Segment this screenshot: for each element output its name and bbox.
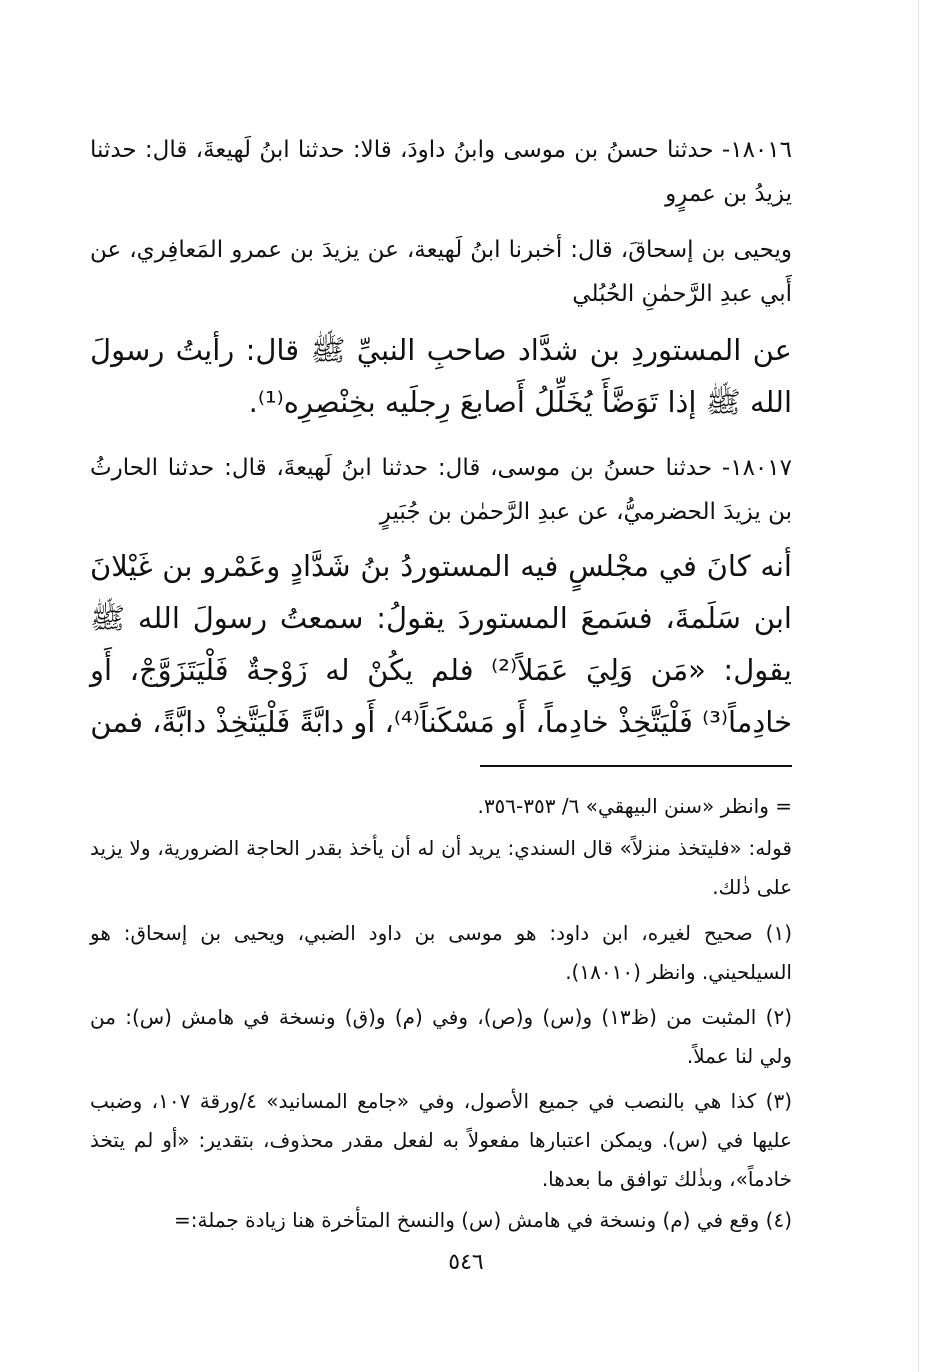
- hadith-18017-isnad: ١٨٠١٧- حدثنا حسنُ بن موسى، قال: حدثنا ابنُ لَهيعةَ، قال: حدثنا الحارثُ بن يزيدَ الحضرميُّ، عن عبدِ الرَّحمٰن بن جُبَيرٍ: [90, 455, 792, 525]
- hadith-18016-isnad-2: ويحيى بن إسحاقَ، قال: أخبرنا ابنُ لَهيعة، عن يزيدَ بن عمرو المَعافِري، عن أَبي عبدِ الرَّحمٰنِ الحُبُلي: [90, 237, 792, 307]
- footnote-3: (٣) كذا هي بالنصب في جميع الأصول، وفي «جامع المسانيد» ٤/ورقة ١٠٧، وضبب عليها في (س). ويمكن اعتبارها مفعولاً به لفعل مقدر محذوف، بتقدير: «أو لم يتخذ خادماً»، وبذٰلك توافق ما بعدها.: [90, 1089, 792, 1191]
- footnote-4: (٤) وقع في (م) ونسخة في هامش (س) والنسخ المتأخرة هنا زيادة جملة:=: [174, 1208, 792, 1232]
- footnote-continuation-1: = وانظر «سنن البيهقي» ٦/ ٣٥٣-٣٥٦.: [477, 794, 792, 818]
- page-edge-line: [918, 0, 919, 1372]
- footnote-1: (١) صحيح لغيره، ابن داود: هو موسى بن داود الضبي، ويحيى بن إسحاق: هو السيلحيني. وانظر (١٨٠١٠).: [90, 921, 792, 984]
- page-number: ٥٤٦: [448, 1250, 484, 1275]
- hadith-18016-isnad-1: ١٨٠١٦- حدثنا حسنُ بن موسى وابنُ داودَ، قالا: حدثنا ابنُ لَهيعةَ، قال: حدثنا يزيدُ بن عمرٍو: [90, 137, 792, 207]
- hadith-18016-matn: عن المستوردِ بن شدَّاد صاحبِ النبيِّ ﷺ قال: رأيتُ رسولَ الله ﷺ إذا تَوَضَّأَ يُخَلِّلُ أَصابعَ رِجلَيه بخِنْصِرِه⁽¹⁾.: [90, 333, 792, 419]
- hadith-18017-matn: أنه كانَ في مجْلسٍ فيه المستوردُ بنُ شَدَّادٍ وعَمْرو بن غَيْلانَ ابن سَلَمةَ، فسَمعَ المستوردَ يقولُ: سمعتُ رسولَ الله ﷺ يقول: «مَن وَلِيَ عَمَلاً⁽²⁾ فلم يكُنْ له زَوْجةٌ فَلْيَتَزَوَّجْ، أَو خادِماً⁽³⁾ فَلْيَتَّخِذْ خادِماً، أَو مَسْكَناً⁽⁴⁾، أَو دابَّةً فَلْيَتَّخِذْ دابَّةً، فمن: [90, 549, 792, 739]
- footnote-continuation-2: قوله: «فليتخذ منزلاً» قال السندي: يريد أن له أن يأخذ بقدر الحاجة الضرورية، ولا يزيد على ذٰلك.: [90, 836, 792, 899]
- footnote-separator: [480, 765, 792, 767]
- footnote-2: (٢) المثبت من (ظ١٣) و(س) و(ص)، وفي (م) و(ق) ونسخة في هامش (س): من ولي لنا عملاً.: [90, 1005, 792, 1068]
